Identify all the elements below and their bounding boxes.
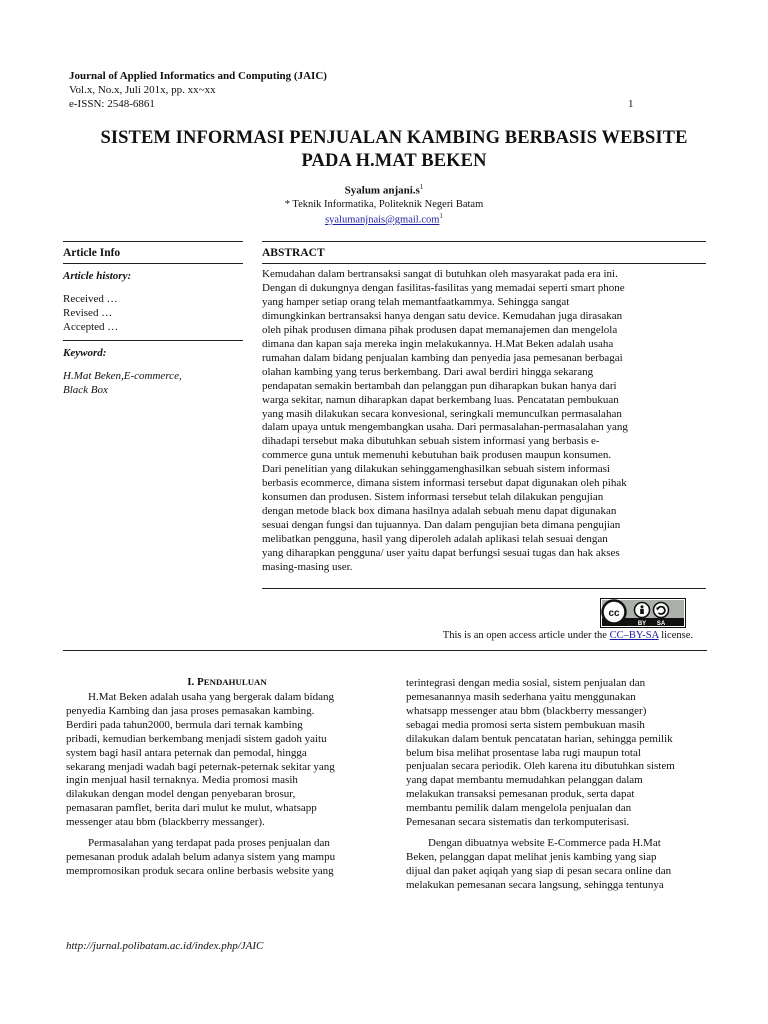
text-line: penyedia Kambing dan jasa proses pemasakan kambing. [66,704,315,717]
text-line: system bagi hasil antara peternak dan pemodal, hingga [66,746,307,759]
abstract-line: commerce guna untuk memenuhi kebutuhan baik produsen maupun konsumen. [262,449,612,462]
section-heading [66,676,388,688]
text-line: sebagai media promosi serta sistem pembukuan masih [406,718,645,731]
keyword-line-2: Black Box [63,384,108,396]
abstract-heading: ABSTRACT [262,247,325,259]
keyword-line-1: H.Mat Beken,E-commerce, [63,370,182,382]
author-name [0,183,768,197]
abstract-line: yang hamper setiap orang telah memantfaatkammya. Sehingga sangat [262,295,570,308]
abstract-bottom-rule [262,588,706,589]
intro-paragraph-3 [406,677,734,830]
footer-url[interactable]: http://jurnal.polibatam.ac.id/index.php/JAIC [66,940,264,952]
text-line: penjualan secara periodik. Oleh karena itu dibutuhkan sistem [406,760,675,773]
section-number: I. [187,676,197,688]
abstract-line: dimana dan kapan saja mereka ingin melakukannya. H.Mat Beken adalah usaha [262,337,614,350]
text-line: belum bisa melihat prosentase laba rugi maupun total [406,746,641,759]
article-info-heading: Article Info [63,247,121,259]
text-line: dilakukan dalam bentuk pencatatan harian, sehingga pemilik [406,732,673,745]
abstract-line: Dari penelitian yang dilakukan sehinggamenghasilkan sebuah sistem informasi [262,463,610,476]
abstract-line: rumahan dalam bidang penjualan kambing dan penyedia jasa pemesanan berbagai [262,351,623,364]
section-rest: ENDAHULUAN [203,677,267,687]
keyword-heading: Keyword: [63,347,107,359]
text-line: Berdiri pada tahun2000, bermula dari ternak kambing [66,718,303,731]
abstract-line: berbasis ecommerce, dimana sistem informasi tersebut dapat digunakan oleh pihak [262,477,627,490]
abstract-line: melibatkan pengguna, hasil yang diperoleh adalah aplikasi telah sesuai dengan [262,533,608,546]
abstract-line: dalam upaya untuk mengembangkan usaha. Dari permasalahan-permasalahan yang [262,421,628,434]
text-line: mempromosikan produk secara online berbasis website yang [66,864,334,877]
text-line: pemesanannya masih sederhana yaitu menggunakan [406,690,636,703]
intro-paragraph-2 [66,837,388,879]
text-line: Beken, pelanggan dapat melihat jenis kambing yang siap [406,850,657,863]
abstract-line: oleh pihak produsen dimana pihak produsen dapat memanajemen dan mengelola [262,323,618,336]
cc-by-sa-badge-icon[interactable] [600,598,686,628]
abstract-top-rule [262,241,706,242]
author-text: Syalum anjani.s [344,184,420,197]
received-date: Received … [63,293,118,305]
paper-title-line-1: SISTEM INFORMASI PENJUALAN KAMBING BERBASIS WEBSITE [100,128,688,148]
text-line: membantu pemilik dalam mengelola penjualan dan [406,802,632,815]
abstract-line: pendapatan semakin bertambah dan pelanggan pun diharapkan bukan hanya dari [262,379,617,392]
abstract-line: Kemudahan dalam bertransaksi sangat di butuhkan oleh masyarakat pada era ini. [262,268,618,280]
abstract-line: sesuai dengan fungsi dan tujuannya. Dan dalam pengujian beta dimana pengujian [262,519,621,532]
article-history-list [63,292,243,334]
journal-title: Journal of Applied Informatics and Computing (JAIC) [69,70,327,82]
text-line: Dengan dibuatnya website E-Commerce pada H.Mat [428,836,661,849]
text-line: pribadi, kemudian berkembang menjadi sistem gadoh yaitu [66,732,327,745]
abstract-line: dimungkinkan bertransaksi hanya dengan satu device. Kemudahan juga dirasakan [262,309,623,322]
text-line: melakukan transaksi pemesanan produk, serta dapat [406,788,635,801]
abstract-line: konsumen dan produsen. Sistem informasi tersebut telah dilakukan pengujian [262,491,604,504]
text-line: terintegrasi dengan media sosial, sistem penjualan dan [406,677,646,689]
keyword-rule [63,340,243,341]
section-first-letter: P [196,676,204,688]
abstract-line: warga sekitar, namun diharapkan dapat berkembang luas. Pencatatan pembukuan [262,393,619,406]
journal-volume: Vol.x, No.x, Juli 201x, pp. xx~xx [69,84,216,96]
text-line: dijual dan paket aqiqah yang siap di pesan secara online dan [406,864,672,877]
article-history-heading: Article history: [63,270,132,282]
abstract-sub-rule [262,263,706,264]
abstract-line: dihadapi tersebut maka dibutuhkan sebuah sistem informasi yang berbasis e- [262,435,600,448]
email-link[interactable]: syalumanjnais@gmail.com [325,214,440,226]
abstract-line: yang diharapkan pengguna/ user yaitu dapat berfungsi sesuai tugas dan hak akses [262,547,620,560]
abstract-line: Dengan di dukungnya dengan fasilitas-fasilitas yang memadai seperti smart phone [262,281,625,294]
cc-sa-label: SA [656,620,666,627]
text-line: dilakukan dengan model dengan penyebaran brosur, [66,788,296,801]
abstract-body [262,268,693,575]
cc-mark: cc [608,607,620,619]
license-text-after: license. [658,630,693,641]
section-divider-rule [63,650,707,651]
abstract-line: dengan metode black box dimana hasilnya adalah sebuah menu dapat digunakan [262,505,617,518]
license-statement [0,630,693,641]
paper-title [60,127,728,173]
text-line: Permasalahan yang terdapat pada proses penjualan dan [88,837,330,850]
revised-date: Revised … [63,307,113,319]
paper-title-line-2: PADA H.MAT BEKEN [301,151,487,171]
text-line: sekarang menjadi wadah bagi peternak-peternak sekitar yang [66,760,335,773]
text-line: pemasaran pamflet, berita dari mulut ke mulut, whatsapp [66,802,317,815]
intro-paragraph-4 [406,837,734,893]
text-line: yang dapat membantu memudahkan pelanggan dalam [406,774,643,787]
abstract-line: yang masih dilakukan secara konvesional, seringkali memunculkan permasalahan [262,407,622,420]
page-number: 1 [628,98,634,110]
intro-paragraph-1 [66,691,388,830]
license-text-before: This is an open access article under the [442,630,610,641]
text-line: Pemesanan secara sistematis dan terkomputerisasi. [406,816,630,829]
keyword-values [63,369,243,397]
journal-issn: e-ISSN: 2548-6861 [69,98,155,110]
abstract-line: olahan kambing yang terus berkembang. Dari awal berdiri hingga sekarang [262,365,594,378]
text-line: pemesanan produk adalah belum adanya sistem yang mampu [66,850,336,863]
text-line: ingin menjual hasil ternaknya. Media promosi masih [66,774,298,787]
accepted-date: Accepted … [63,321,119,333]
abstract-line: masing-masing user. [262,561,353,574]
email-superscript: 1 [439,212,443,220]
license-link[interactable]: CC–BY-SA [609,630,659,641]
article-info-top-rule [63,241,243,242]
affiliation: * Teknik Informatika, Politeknik Negeri Batam [284,199,484,210]
author-superscript: 1 [419,183,424,191]
cc-by-label: BY [637,620,647,627]
text-line: melakukan pemesanan secara langsung, sehingga tentunya [406,878,664,891]
text-line: H.Mat Beken adalah usaha yang bergerak dalam bidang [88,691,334,703]
body-left-column [66,691,388,879]
body-right-column [406,677,734,893]
text-line: messenger atau bbm (blackberry messanger). [66,816,265,829]
article-info-sub-rule [63,263,243,264]
text-line: whatsapp messenger atau bbm (blackberry messanger) [406,704,647,717]
author-email [0,212,768,226]
